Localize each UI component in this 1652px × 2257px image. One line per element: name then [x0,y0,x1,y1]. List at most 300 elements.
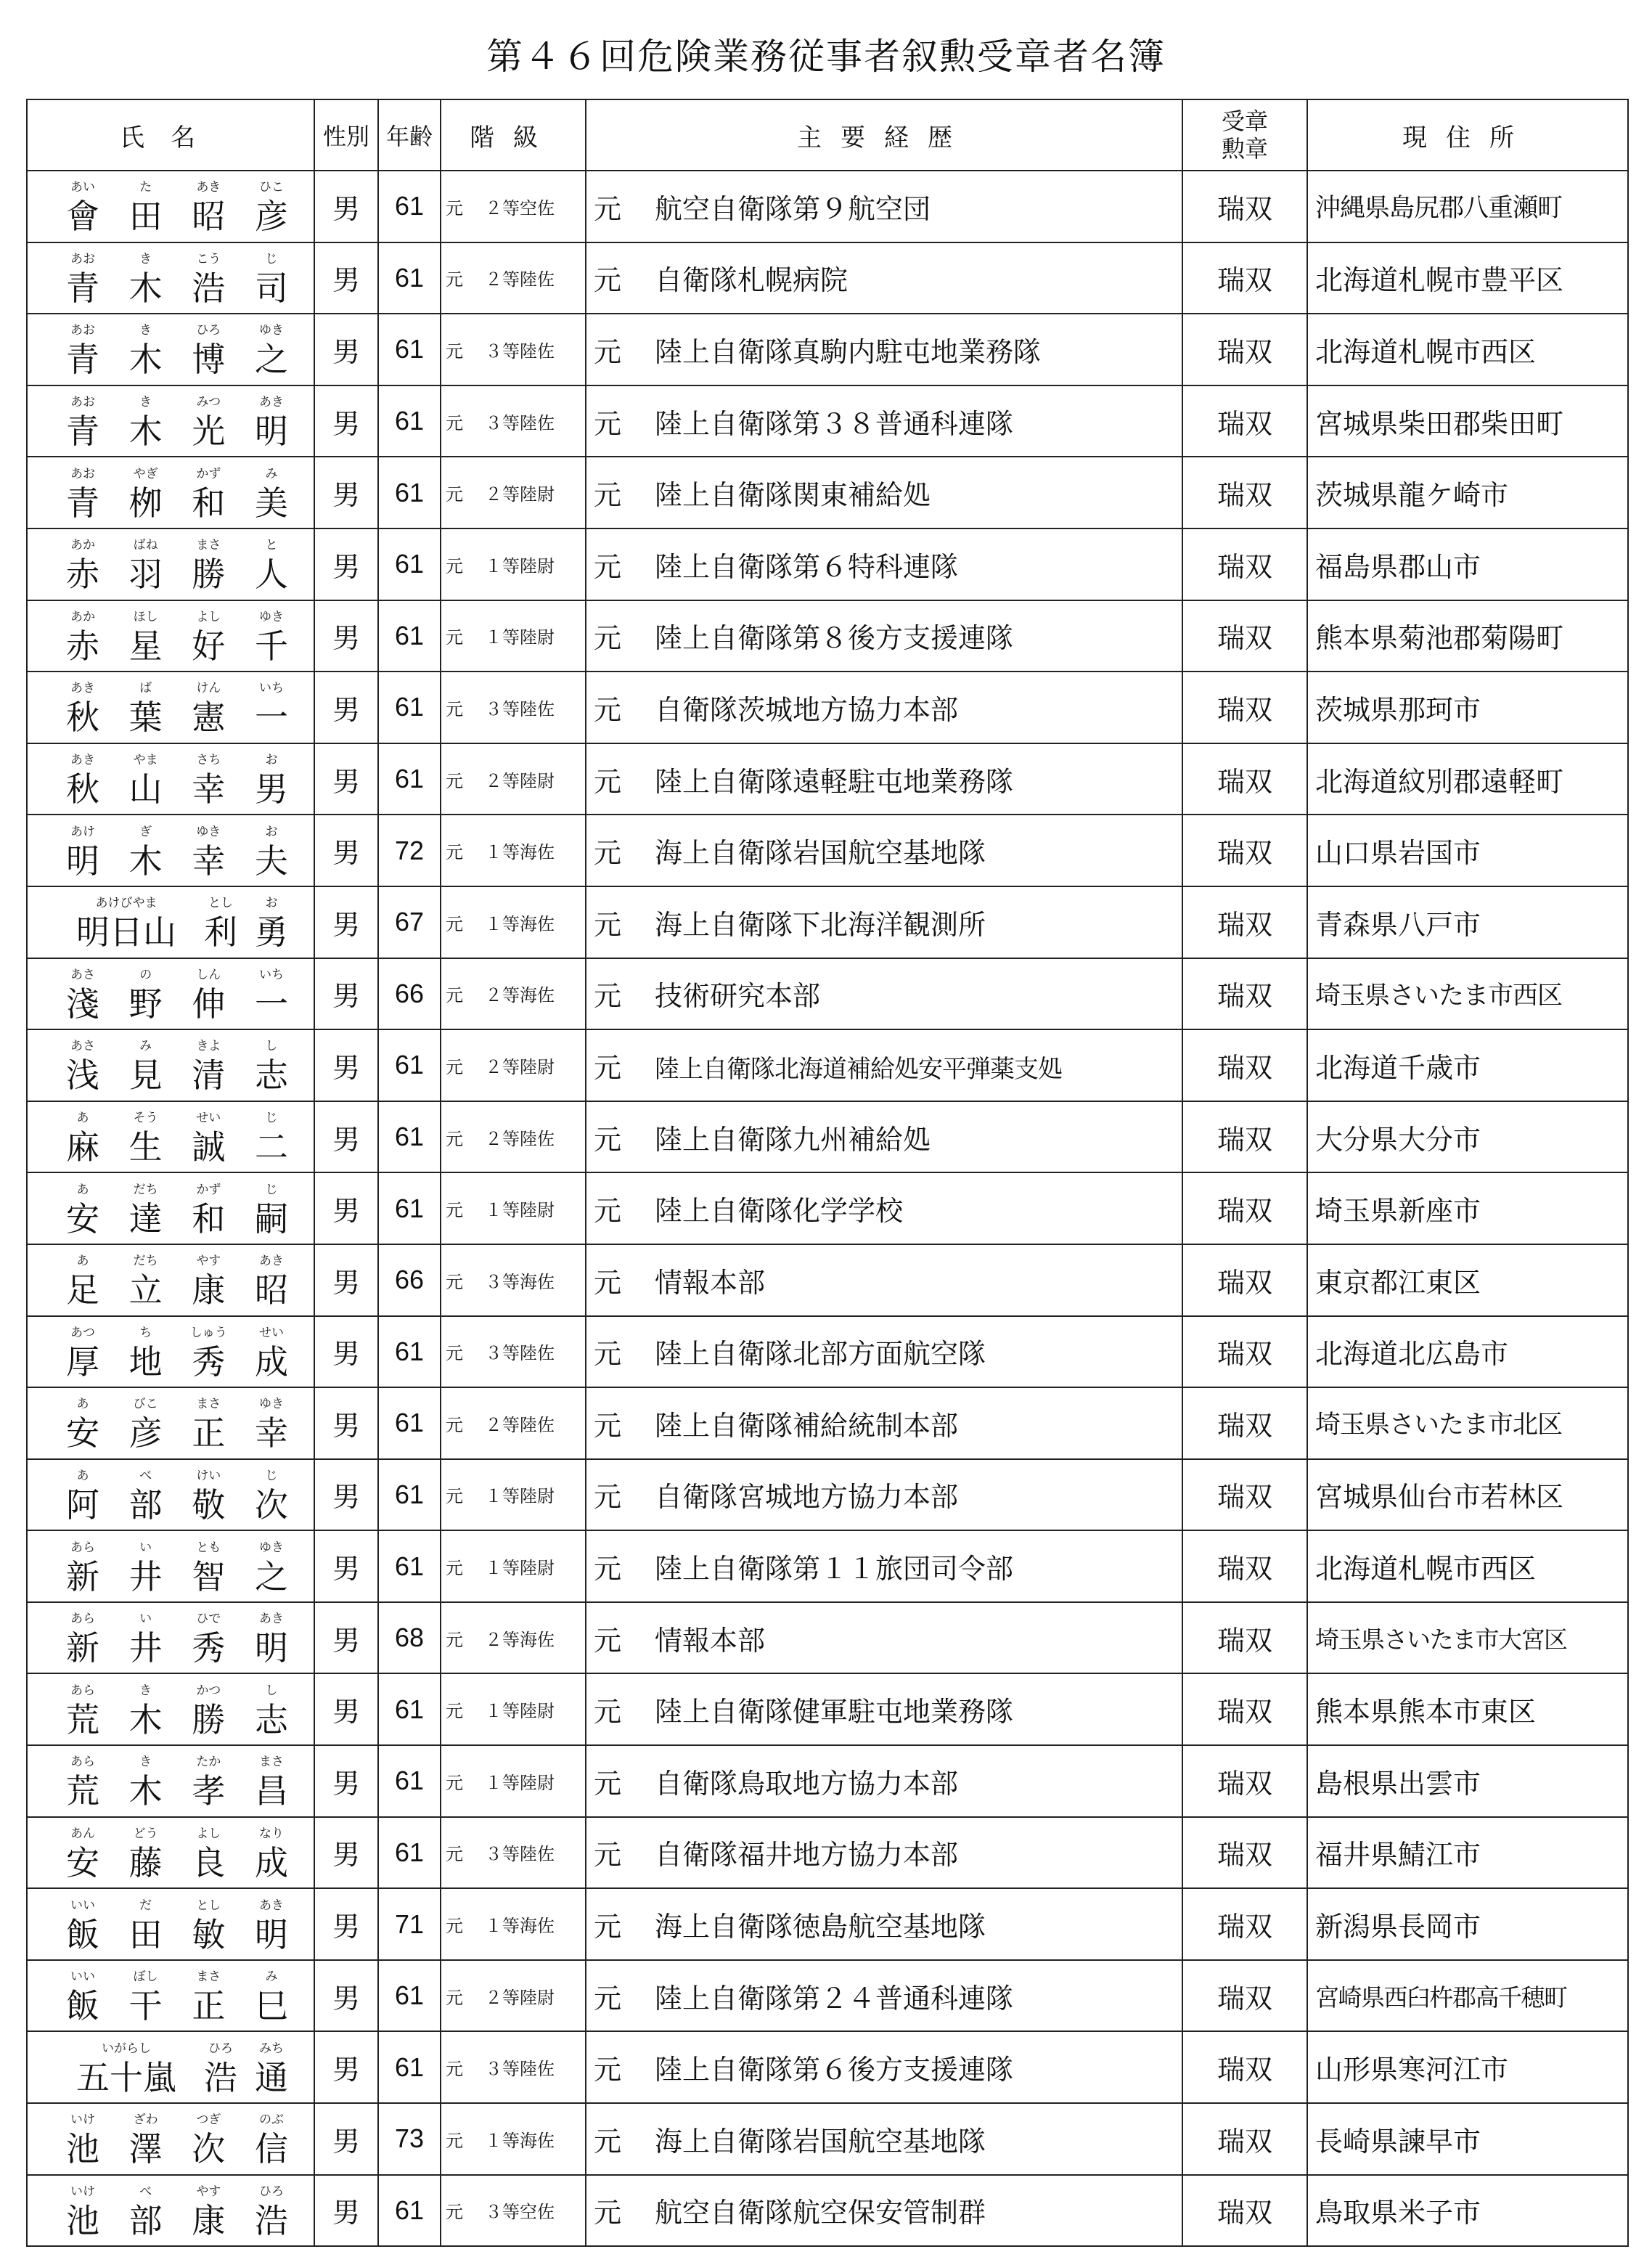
name-reading: ひろ [258,2184,284,2199]
career-prefix: 元 [594,1338,622,1371]
career-prefix: 元 [594,192,622,225]
name-char [124,538,168,599]
name-characters [28,1460,314,1530]
name-reading: こう [196,251,221,266]
career-prefix: 元 [594,1051,622,1084]
career-value: 航空自衛隊第９航空団 [655,192,931,225]
name-char [124,1183,168,1244]
name-kanji: 星 [128,626,163,666]
name-kanji: 男 [254,770,288,809]
name-cell [27,1602,314,1674]
rank-value: ２等海佐 [485,985,555,1006]
name-kanji: 麻 [66,1127,99,1167]
gender-cell: 男 [314,1817,378,1889]
rank-prefix: 元 [446,1414,463,1435]
career-value: 陸上自衛隊真駒内駐屯地業務隊 [655,335,1042,368]
header-row [27,99,1628,171]
name-characters [28,816,314,886]
age-cell: 61 [378,1530,441,1602]
table-row [27,385,1628,457]
name-reading: じ [265,251,278,266]
name-kanji: 生 [128,1127,163,1167]
name-char [187,323,230,384]
name-kanji: 荒 [66,1699,99,1739]
career-cell [586,1459,1182,1531]
address-cell: 北海道札幌市豊平区 [1307,242,1628,314]
rank-value: １等陸尉 [485,1701,555,1722]
name-reading: いい [70,1898,95,1913]
name-cell [27,2031,314,2103]
name-kanji: 安 [66,1413,99,1453]
rank-cell [441,958,586,1030]
rank-cell [441,1530,586,1602]
gender-cell: 男 [314,171,378,242]
award-cell: 瑞双 [1182,1745,1307,1817]
name-kanji: 幸 [192,841,226,881]
name-kanji: 千 [254,626,288,666]
name-kanji: 和 [192,1199,226,1238]
career-value: 陸上自衛隊第１１旅団司令部 [655,1553,1014,1585]
name-char [124,825,168,886]
gender-cell: 男 [314,1673,378,1745]
name-kanji: 正 [192,1986,226,2026]
career-prefix: 元 [594,1911,622,1943]
name-kanji: 勇 [255,913,288,952]
name-reading: よし [196,1826,221,1841]
rank-value: ３等陸佐 [485,1343,555,1364]
name-reading: あい [70,180,95,195]
name-reading: あさ [70,1039,95,1054]
name-char [250,1039,293,1100]
rank-prefix: 元 [446,555,463,576]
name-reading: しん [196,967,221,982]
career-cell [586,1602,1182,1674]
name-reading: し [265,1683,278,1698]
name-kanji: 新 [66,1556,99,1596]
name-kanji: 彦 [254,197,288,237]
table-row [27,1817,1628,1889]
table-row [27,1316,1628,1388]
age-cell: 61 [378,1459,441,1531]
name-kanji: 智 [192,1556,226,1596]
name-char [250,1326,293,1387]
name-char [61,1111,105,1172]
name-char [187,968,230,1029]
name-char [61,825,105,886]
name-char [250,825,293,886]
name-reading: た [139,180,152,195]
age-cell: 66 [378,958,441,1030]
name-reading: い [139,1540,152,1555]
address-cell: 新潟県長岡市 [1307,1888,1628,1960]
gender-cell: 男 [314,457,378,528]
rank-value: ３等陸佐 [485,1844,555,1865]
name-kanji: 達 [128,1199,163,1238]
name-cell [27,1029,314,1101]
name-reading: あら [70,1540,95,1555]
name-reading: しゅう [189,1325,227,1340]
career-cell [586,1745,1182,1817]
career-cell [586,385,1182,457]
name-reading: じ [265,1182,278,1197]
name-char [250,1397,293,1458]
rank-prefix: 元 [446,1558,463,1579]
name-kanji: 荒 [66,1771,99,1811]
name-reading: あき [258,1612,284,1627]
rank-cell [441,1960,586,2032]
name-kanji: 淺 [66,984,99,1024]
career-value: 陸上自衛隊九州補給処 [655,1123,931,1156]
name-reading: だ [139,1898,152,1913]
gender-cell: 男 [314,1459,378,1531]
rank-value: ２等陸佐 [485,1128,555,1149]
name-reading: だち [133,1254,158,1269]
name-reading: ひこ [258,180,284,195]
name-reading: と [265,538,278,553]
name-reading: あお [70,395,95,410]
name-reading: みつ [196,395,221,410]
name-char [61,252,105,313]
name-reading: あか [70,538,95,553]
rank-value: ３等陸佐 [485,340,555,362]
header-award [1182,99,1307,171]
name-char [61,896,192,957]
name-reading: ゆき [258,1397,284,1412]
rank-value: ３等陸佐 [485,2059,555,2080]
career-value: 陸上自衛隊関東補給処 [655,479,931,512]
table-row [27,1172,1628,1244]
name-char [187,1254,230,1315]
name-characters [28,1603,314,1673]
career-prefix: 元 [594,2197,622,2229]
name-char [250,1898,293,1959]
age-cell: 61 [378,1817,441,1889]
rank-value: １等陸尉 [485,555,555,576]
table-row [27,1673,1628,1745]
name-char [250,252,293,313]
name-reading: どう [133,1826,158,1841]
name-char [250,467,293,528]
name-kanji: 山 [128,770,163,809]
name-char [124,1111,168,1172]
address-cell: 埼玉県さいたま市西区 [1307,958,1628,1030]
table-row [27,743,1628,815]
career-cell [586,743,1182,815]
gender-cell: 男 [314,1530,378,1602]
name-char [61,1397,105,1458]
rank-cell [441,1888,586,1960]
rank-value: ２等陸佐 [485,1414,555,1435]
name-reading: あき [70,681,95,696]
award-cell: 瑞双 [1182,1316,1307,1388]
name-reading: あつ [70,1325,95,1340]
career-cell [586,528,1182,600]
rank-cell [441,2103,586,2175]
name-characters [28,1532,314,1601]
name-kanji: 成 [254,1342,288,1381]
award-cell: 瑞双 [1182,457,1307,528]
rank-value: １等陸尉 [485,1772,555,1793]
career-cell [586,1530,1182,1602]
career-cell [586,1172,1182,1244]
name-kanji: 誠 [192,1127,226,1167]
name-cell [27,815,314,886]
career-cell [586,457,1182,528]
name-char [250,1469,293,1530]
name-char [124,1755,168,1816]
name-reading: そう [133,1111,158,1126]
age-cell: 61 [378,528,441,600]
name-reading: あけ [70,824,95,839]
name-kanji: 良 [192,1842,226,1882]
address-cell: 茨城県那珂市 [1307,672,1628,743]
career-prefix: 元 [594,1553,622,1585]
award-cell: 瑞双 [1182,1888,1307,1960]
rank-prefix: 元 [446,340,463,362]
name-kanji: 五十嵐 [76,2057,176,2097]
name-reading: ち [139,1325,152,1340]
name-char [199,896,242,957]
name-char [124,968,168,1029]
rank-cell [441,171,586,242]
name-characters [28,1818,314,1887]
name-kanji: 和 [192,483,226,523]
name-char [187,180,230,241]
rank-prefix: 元 [446,1056,463,1077]
award-cell: 瑞双 [1182,815,1307,886]
award-cell: 瑞双 [1182,2103,1307,2175]
name-kanji: 明 [66,841,99,881]
name-characters [28,1746,314,1816]
rank-cell [441,1029,586,1101]
address-cell: 島根県出雲市 [1307,1745,1628,1817]
name-reading: あお [70,466,95,481]
name-reading: じ [265,1468,278,1483]
name-reading: お [265,824,278,839]
rank-prefix: 元 [446,1343,463,1364]
name-characters [28,458,314,528]
name-reading: あき [258,1898,284,1913]
address-cell: 北海道紋別郡遠軽町 [1307,743,1628,815]
career-prefix: 元 [594,2054,622,2086]
rank-value: １等海佐 [485,842,555,863]
name-cell [27,1530,314,1602]
rank-prefix: 元 [446,1772,463,1793]
age-cell: 68 [378,1602,441,1674]
name-reading: ざわ [133,2113,158,2128]
name-char [124,1970,168,2031]
name-char [61,1039,105,1100]
name-char [187,395,230,456]
name-kanji: 木 [128,841,163,881]
career-value: 陸上自衛隊北部方面航空隊 [655,1338,986,1371]
page-title: 第４６回危険業務従事者叙勲受章者名簿 [486,36,1166,78]
table-row [27,672,1628,743]
name-char [187,1755,230,1816]
name-kanji: 明 [254,1628,288,1668]
rank-cell [441,1459,586,1531]
award-cell: 瑞双 [1182,2175,1307,2247]
table-row [27,314,1628,385]
name-kanji: 信 [254,2129,288,2169]
name-reading: きよ [196,1039,221,1054]
name-kanji: 人 [254,555,288,595]
career-value: 海上自衛隊岩国航空基地隊 [655,2125,986,2158]
name-reading: し [265,1039,278,1054]
name-reading: あら [70,1755,95,1770]
name-char [250,610,293,671]
name-reading: やぎ [133,466,158,481]
name-characters [28,1102,314,1172]
name-kanji: 憲 [192,698,226,738]
name-char [250,1683,293,1744]
name-cell [27,457,314,528]
name-reading: かず [196,1182,221,1197]
name-char [250,1254,293,1315]
name-reading: あ [76,1111,89,1126]
name-kanji: 幸 [254,1413,288,1453]
name-char [187,538,230,599]
name-kanji: 飯 [66,1914,99,1954]
name-cell [27,886,314,958]
name-kanji: 木 [128,412,163,452]
name-kanji: 康 [192,1270,226,1310]
name-reading: まさ [196,1970,221,1985]
name-characters [28,744,314,814]
name-reading: き [139,323,152,338]
rank-cell [441,815,586,886]
name-char [187,2184,230,2245]
rank-cell [441,2031,586,2103]
gender-cell: 男 [314,1172,378,1244]
name-cell [27,314,314,385]
address-cell: 宮城県柴田郡柴田町 [1307,385,1628,457]
gender-cell: 男 [314,385,378,457]
career-value: 情報本部 [655,1624,766,1657]
award-cell: 瑞双 [1182,1029,1307,1101]
rank-value: １等海佐 [485,2130,555,2151]
header-age: 年齢 [378,99,441,171]
rank-value: ２等海佐 [485,1629,555,1650]
name-characters [28,243,314,313]
name-reading: じ [265,1111,278,1126]
table-row [27,1244,1628,1316]
career-prefix: 元 [594,1195,622,1228]
name-reading: まさ [258,1755,284,1770]
name-reading: あさ [70,967,95,982]
career-value: 陸上自衛隊第６後方支援連隊 [655,2054,1014,2086]
rank-value: ２等空佐 [485,197,555,219]
name-char [187,1469,230,1530]
career-cell [586,242,1182,314]
career-prefix: 元 [594,693,622,726]
name-char [61,610,105,671]
career-cell [586,1817,1182,1889]
name-kanji: 孝 [192,1771,226,1811]
name-reading: き [139,251,152,266]
name-char [124,395,168,456]
career-prefix: 元 [594,837,622,870]
name-kanji: 正 [192,1413,226,1453]
career-prefix: 元 [594,1481,622,1514]
name-char [61,1755,105,1816]
rank-value: １等陸尉 [485,1558,555,1579]
age-cell: 61 [378,1745,441,1817]
career-cell [586,1888,1182,1960]
name-reading: のぶ [258,2113,284,2128]
age-cell: 73 [378,2103,441,2175]
career-value: 海上自衛隊下北海洋観測所 [655,908,986,941]
age-cell: 61 [378,171,441,242]
name-characters [28,1675,314,1744]
name-reading: けん [196,681,221,696]
career-value: 陸上自衛隊遠軽駐屯地業務隊 [655,765,1014,798]
table-row [27,1029,1628,1101]
gender-cell: 男 [314,314,378,385]
career-cell [586,1387,1182,1459]
name-char [61,395,105,456]
name-kanji: 秋 [66,770,99,809]
name-characters [28,959,314,1029]
name-kanji: 司 [254,268,288,308]
name-reading: せい [258,1325,284,1340]
name-char [61,1827,105,1887]
career-value: 陸上自衛隊第２４普通科連隊 [655,1982,1014,2015]
name-kanji: 明 [254,412,288,452]
rank-cell [441,1387,586,1459]
name-char [250,968,293,1029]
name-kanji: 安 [66,1842,99,1882]
name-reading: つぎ [196,2113,221,2128]
rank-prefix: 元 [446,412,463,433]
name-reading: いけ [70,2113,95,2128]
name-kanji: 夫 [254,841,288,881]
award-cell: 瑞双 [1182,1459,1307,1531]
rank-cell [441,2175,586,2247]
award-cell: 瑞双 [1182,1172,1307,1244]
name-characters [28,2176,314,2245]
career-prefix: 元 [594,550,622,583]
header-gender: 性別 [314,99,378,171]
career-prefix: 元 [594,407,622,440]
name-char [124,610,168,671]
name-reading: ゆき [196,824,221,839]
career-prefix: 元 [594,479,622,512]
name-char [124,1254,168,1315]
header-name: 氏名 [27,99,314,171]
name-reading: ゆき [258,1540,284,1555]
rank-prefix: 元 [446,269,463,290]
name-kanji: 次 [254,1485,288,1525]
age-cell: 66 [378,1244,441,1316]
name-kanji: 好 [192,626,226,666]
age-cell: 61 [378,1029,441,1101]
name-cell [27,600,314,672]
name-reading: やす [196,2184,221,2199]
address-cell: 埼玉県新座市 [1307,1172,1628,1244]
name-cell [27,1316,314,1388]
name-reading: あき [258,395,284,410]
name-kanji: 一 [254,984,288,1024]
name-reading: き [139,1683,152,1698]
address-cell: 東京都江東区 [1307,1244,1628,1316]
name-char [124,1683,168,1744]
award-cell: 瑞双 [1182,1244,1307,1316]
name-kanji: 康 [192,2200,226,2240]
name-kanji: 田 [128,1914,163,1954]
name-char [250,1612,293,1673]
rank-prefix: 元 [446,770,463,791]
